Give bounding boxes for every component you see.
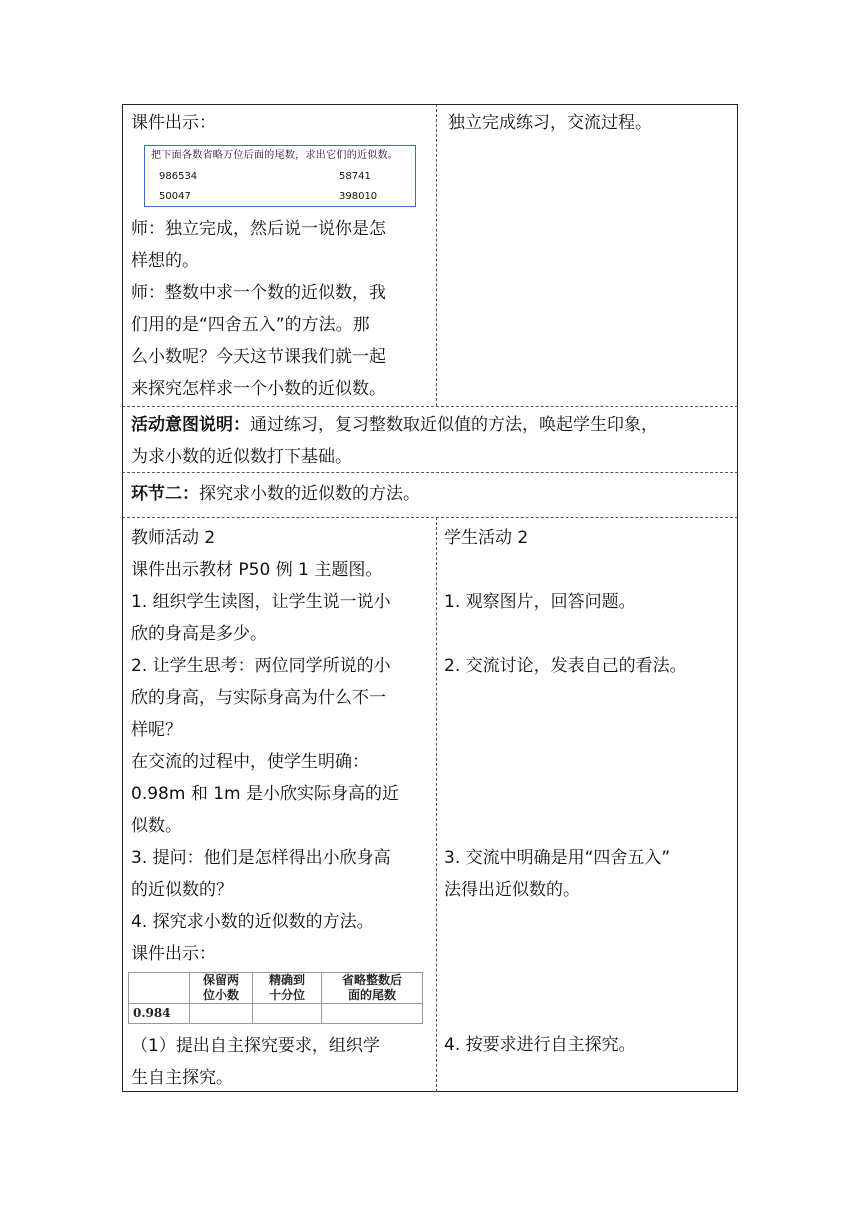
table-header-cell	[129, 973, 190, 1004]
table-row	[122, 517, 738, 1092]
student-item: 3. 交流中明确是用“四舍五入”	[444, 848, 671, 868]
teacher-line: 0.98m 和 1m 是小欣实际身高的近	[131, 784, 399, 804]
stage-label: 环节二：	[131, 484, 199, 504]
teacher-line: 课件出示：	[131, 944, 216, 964]
table-row-label: 0.984	[129, 1004, 190, 1024]
table-row	[122, 104, 738, 406]
teacher-activity-title: 教师活动 2	[131, 528, 216, 548]
teacher-cell	[122, 104, 436, 406]
paragraph-line: 师：独立完成，然后说一说你是怎	[131, 219, 386, 239]
teacher-line: （1）提出自主探究要求，组织学	[131, 1036, 380, 1056]
teacher-line: 课件出示教材 P50 例 1 主题图。	[131, 560, 383, 580]
exercise-number: 58741	[339, 171, 371, 182]
teacher-line: 3. 提问：他们是怎样得出小欣身高	[131, 848, 391, 868]
table-cell	[322, 1004, 423, 1024]
student-activity-cell	[436, 517, 738, 1092]
student-text: 独立完成练习，交流过程。	[448, 113, 652, 133]
teacher-line: 似数。	[131, 816, 182, 836]
lesson-plan-table	[122, 104, 738, 1092]
student-activity-title: 学生活动 2	[444, 528, 529, 548]
student-item: 2. 交流讨论，发表自己的看法。	[444, 656, 687, 676]
student-cell	[436, 104, 738, 406]
exercise-box	[144, 145, 416, 207]
table-cell	[253, 1004, 322, 1024]
table-cell	[190, 1004, 253, 1024]
teacher-line: 欣的身高，与实际身高为什么不一	[131, 688, 386, 708]
teacher-line: 生自主探究。	[131, 1068, 233, 1088]
student-item: 4. 按要求进行自主探究。	[444, 1035, 636, 1055]
teacher-line: 1. 组织学生读图，让学生说一说小	[131, 592, 391, 612]
student-item: 法得出近似数的。	[444, 880, 580, 900]
intent-text: 为求小数的近似数打下基础。	[131, 447, 352, 467]
intent-cell	[122, 406, 738, 472]
paragraph-line: 师：整数中求一个数的近似数，我	[131, 283, 386, 303]
table-header-cell: 保留两 位小数	[190, 973, 253, 1004]
table-header-cell: 省略整数后 面的尾数	[322, 973, 423, 1004]
intent-label: 活动意图说明：	[131, 415, 250, 435]
paragraph-line: 么小数呢？今天这节课我们就一起	[131, 347, 386, 367]
table-header-cell: 精确到 十分位	[253, 973, 322, 1004]
student-item: 1. 观察图片，回答问题。	[444, 592, 636, 612]
teacher-line: 2. 让学生思考：两位同学所说的小	[131, 656, 391, 676]
courseware-heading: 课件出示：	[131, 113, 216, 133]
intent-text: 通过练习，复习整数取近似值的方法，唤起学生印象，	[250, 415, 658, 435]
teacher-line: 样呢？	[131, 720, 182, 740]
stage-text: 探究求小数的近似数的方法。	[199, 484, 420, 504]
table-row	[129, 973, 423, 1004]
paragraph-line: 们用的是“四舍五入”的方法。那	[131, 315, 370, 335]
table-row	[122, 406, 738, 472]
teacher-line: 在交流的过程中，使学生明确：	[131, 752, 369, 772]
exercise-numbers	[151, 167, 409, 207]
exercise-instruction: 把下面各数省略万位后面的尾数，求出它们的近似数。	[151, 150, 399, 161]
paragraph-line: 来探究怎样求一个小数的近似数。	[131, 379, 386, 399]
rounding-table	[128, 972, 423, 1024]
paragraph-line: 样想的。	[131, 251, 199, 271]
exercise-number: 986534	[159, 171, 198, 182]
teacher-line: 的近似数的？	[131, 880, 233, 900]
teacher-activity-cell	[122, 517, 436, 1092]
exercise-number: 50047	[159, 191, 191, 202]
teacher-line: 4. 探究求小数的近似数的方法。	[131, 912, 374, 932]
stage-cell	[122, 472, 738, 517]
table-row	[122, 472, 738, 517]
exercise-number: 398010	[339, 191, 378, 202]
teacher-line: 欣的身高是多少。	[131, 624, 267, 644]
table-row	[129, 1004, 423, 1024]
